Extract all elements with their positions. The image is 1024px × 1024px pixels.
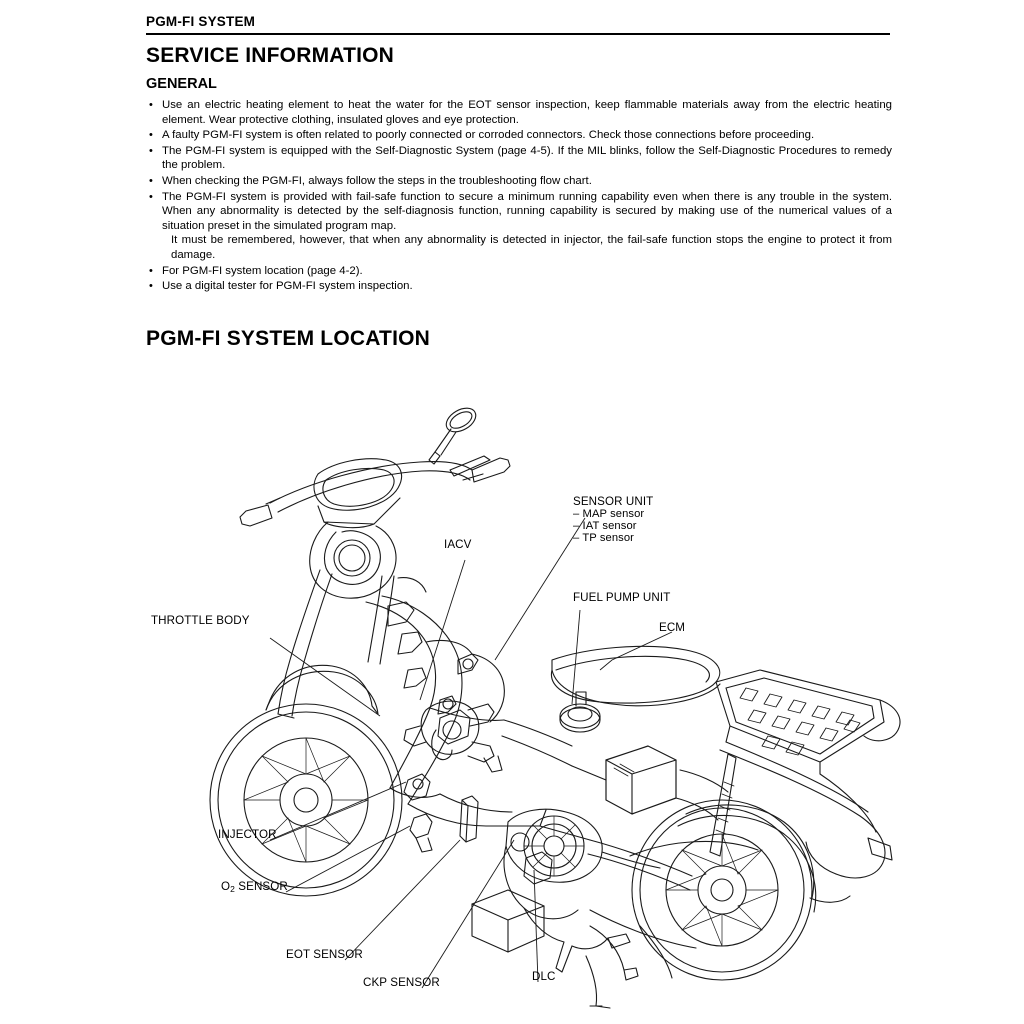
bullet-dot: • (149, 280, 153, 293)
callout-eot-sensor: EOT SENSOR (286, 948, 363, 961)
bullet-dot: • (149, 190, 153, 203)
callout-iat-sensor: – IAT sensor (573, 520, 637, 532)
callout-o2-sensor-label: SENSOR (234, 880, 288, 893)
running-head: PGM-FI SYSTEM (146, 14, 256, 29)
motorcycle-line-drawing (120, 370, 910, 1010)
bullet-dot: • (149, 144, 153, 157)
callout-map-sensor: – MAP sensor (573, 508, 645, 520)
callout-fuel-pump-unit: FUEL PUMP UNIT (573, 591, 671, 604)
list-item-text: The PGM-FI system is equipped with the Self-Diagnostic System (page 4-5). If the MIL blinks, follow the Self-Diagnostic Procedures to remedy the problem. (162, 144, 892, 172)
list-item (146, 128, 892, 143)
callout-throttle-body: THROTTLE BODY (151, 614, 250, 627)
bullet-dot: • (149, 174, 153, 187)
list-item-text: A faulty PGM-FI system is often related to poorly connected or corroded connectors. Check those connections before proceeding. (162, 129, 815, 142)
callout-injector: INJECTOR (218, 828, 277, 841)
page-title: SERVICE INFORMATION (146, 44, 395, 67)
callout-ckp-sensor: CKP SENSOR (363, 976, 440, 989)
list-item (146, 144, 892, 173)
list-item (146, 98, 892, 127)
list-item-text: The PGM-FI system is provided with fail-safe function to secure a minimum running capability even when there is any trouble in the system. When any abnormality is detected by the self-diagnosis function, running capability is secured by making use of the numerical values of a situation preset in the simulated program map. (162, 190, 892, 232)
list-item (146, 174, 892, 189)
callout-sensor-unit (573, 495, 653, 544)
callout-dlc: DLC (532, 970, 556, 983)
general-bullet-list (146, 98, 892, 295)
list-item (146, 264, 892, 279)
callout-o2-sensor-o: O (221, 880, 231, 893)
callout-iacv: IACV (444, 538, 472, 551)
callout-ecm: ECM (659, 621, 686, 634)
leader-ckp-sensor (422, 840, 514, 988)
page-header (146, 14, 890, 35)
leader-injector (270, 782, 406, 840)
list-item-continuation: It must be remembered, however, that when any abnormality is detected in injector, the fail-safe function stops the engine to protect it from damage. (171, 234, 892, 261)
list-item-text: Use a digital tester for PGM-FI system inspection. (162, 280, 413, 293)
subsection-title-general: GENERAL (146, 76, 217, 92)
bullet-dot: • (149, 129, 153, 142)
callout-o2-sensor (221, 880, 288, 893)
bullet-dot: • (149, 264, 153, 277)
leader-sensor-unit (495, 518, 585, 660)
callout-sensor-unit-title: SENSOR UNIT (573, 495, 654, 508)
list-item (146, 279, 892, 294)
leader-ecm (600, 632, 672, 670)
list-item-text: When checking the PGM-FI, always follow the steps in the troubleshooting flow chart. (162, 174, 592, 187)
header-rule (146, 33, 890, 35)
leader-eot-sensor (345, 840, 460, 960)
bullet-dot: • (149, 99, 153, 111)
callout-o2-sensor-2: 2 (230, 884, 235, 894)
section-title-location: PGM-FI SYSTEM LOCATION (146, 327, 431, 350)
pgm-fi-location-figure (120, 370, 910, 1010)
list-item (146, 190, 892, 263)
leader-fuel-pump (572, 610, 580, 704)
list-item-text: Use an electric heating element to heat the water for the EOT sensor inspection, keep flammable materials away from the electric heating element. Wear protective clothing, insulated gloves and eye protection. (162, 99, 892, 126)
callout-tp-sensor: – TP sensor (573, 532, 635, 544)
leader-iacv (420, 560, 465, 700)
list-item-text: For PGM-FI system location (page 4-2). (162, 264, 363, 277)
